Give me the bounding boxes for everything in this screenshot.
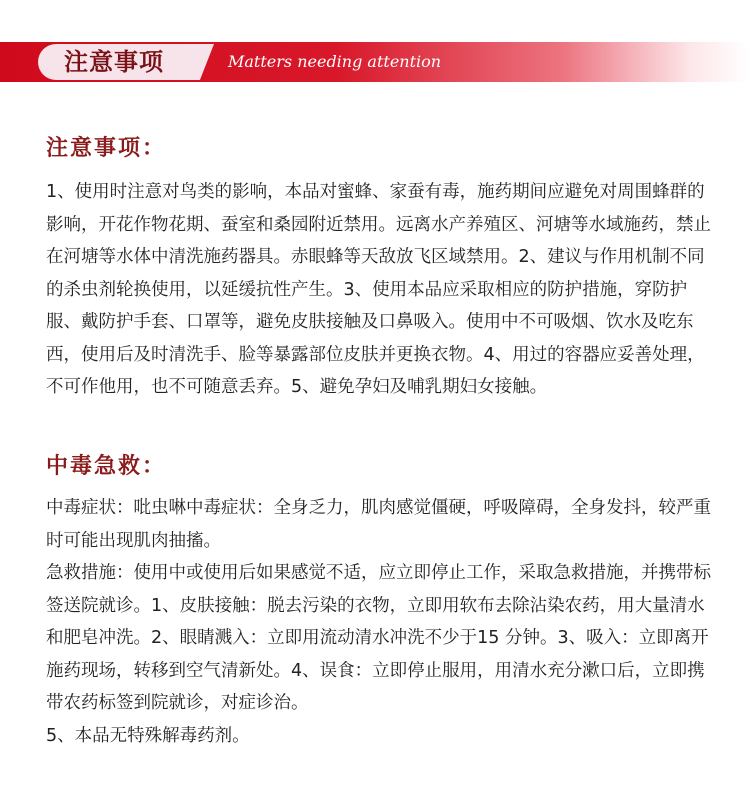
symptoms-paragraph: 中毒症状：吡虫啉中毒症状：全身乏力，肌肉感觉僵硬，呼吸障碍，全身发抖，较严重时可能出现肌肉抽搐。 [46,498,711,551]
precautions-paragraph: 1、使用时注意对鸟类的影响，本品对蜜蜂、家蚕有毒，施药期间应避免对周围蜂群的影响，开花作物花期、蚕室和桑园附近禁用。远离水产养殖区、河塘等水域施药，禁止在河塘等水体中清洗施药器具。赤眼蜂等天敌放飞区域禁用。2、建议与作用机制不同的杀虫剂轮换使用，以延缓抗性产生。3、使用本品应采取相应的防护措施，穿防护服、戴防护手套、口罩等，避免皮肤接触及口鼻吸入。使用中不可吸烟、饮水及吃东西，使用后及时清洗手、脸等暴露部位皮肤并更换衣物。4、用过的容器应妥善处理，不可作他用，也不可随意丢弃。5、避免孕妇及哺乳期妇女接触。 [46,182,711,397]
banner-subtitle: Matters needing attention [228,52,442,71]
precautions-heading: 注意事项： [46,136,167,161]
precautions-text [46,176,714,404]
antidote-paragraph: 5、本品无特殊解毒药剂。 [46,725,250,746]
section-banner [0,42,750,82]
measures-paragraph: 急救措施：使用中或使用后如果感觉不适，应立即停止工作，采取急救措施，并携带标签送院就诊。1、皮肤接触：脱去污染的衣物，立即用软布去除沾染农药，用大量清水和肥皂冲洗。2、眼睛溅入：立即用流动清水冲洗不少于15 分钟。3、吸入：立即离开施药现场，转移到空气清新处。4、误食：立即停止服用，用清水充分漱口后，立即携带农药标签到院就诊，对症诊治。 [46,563,711,713]
first-aid-heading: 中毒急救： [46,454,167,479]
banner-title: 注意事项 [64,48,164,76]
first-aid-text [46,492,714,752]
